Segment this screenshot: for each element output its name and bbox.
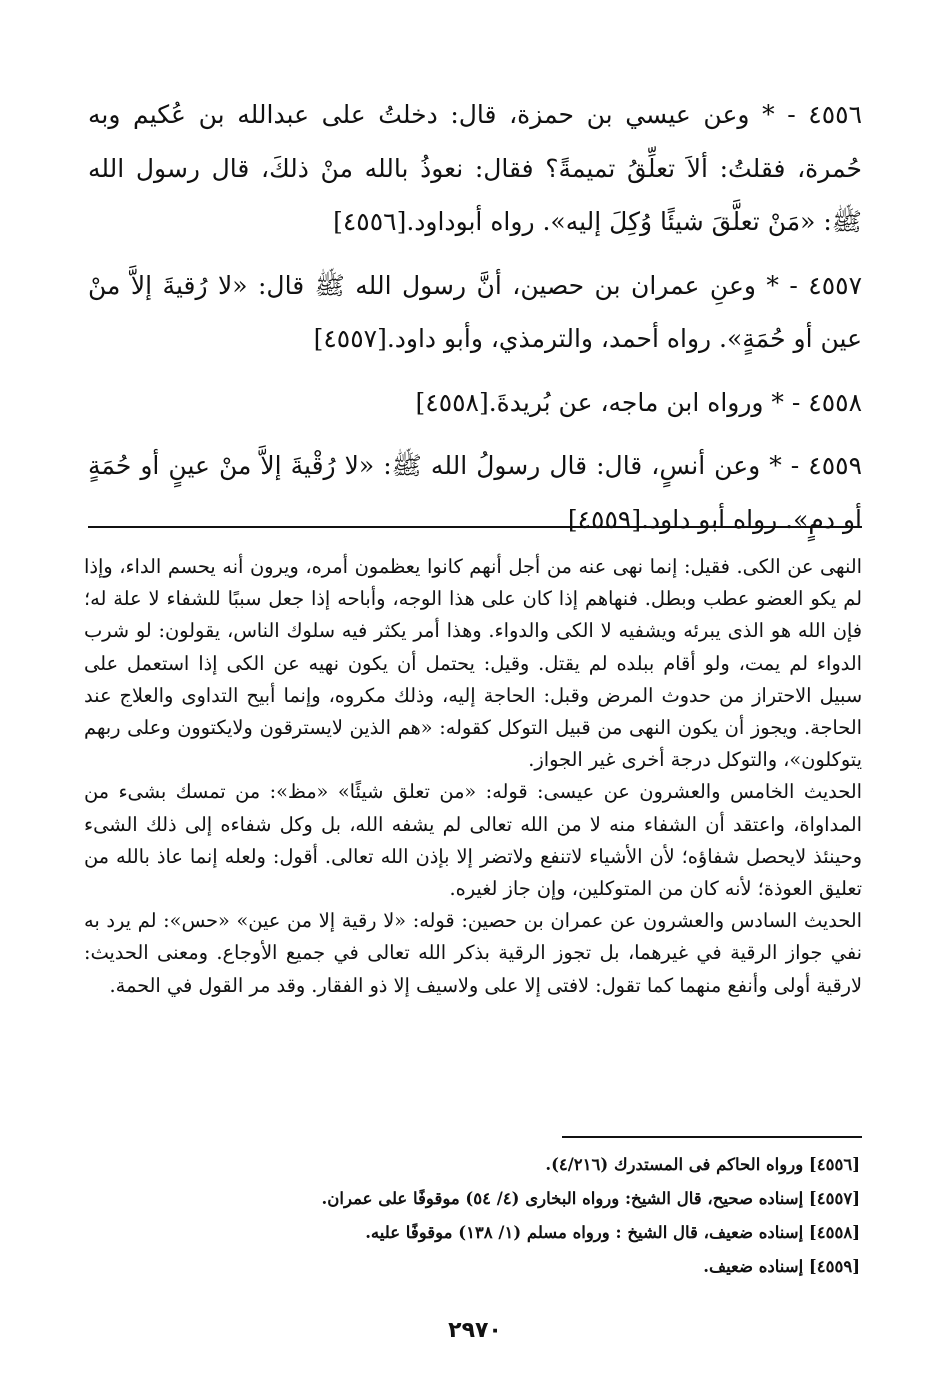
footnote-4559: [٤٥٥٩] إسناده ضعيف. — [703, 1257, 860, 1276]
commentary-paragraph-25: الحديث الخامس والعشرون عن عيسى: قوله: «من تعلق شيئًا» «مظ»: من تمسك بشىء من المداواة، واعتقد أن الشفاء منه لا من الله تعالى لم يشفه الله، بل وكل شفاءه إلى ذلك الشىء وحينئذ لايحصل شفاؤه؛ لأن الأشياء لاتنفع ولاتضر إلا بإذن الله تعالى. أقول: ولعله إنما عاذ بالله من تعليق العوذة؛ لأنه كان من المتوكلين، وإن جاز لغيره. — [84, 780, 862, 901]
hadith-4557: ٤٥٥٧ - * وعنِ عمران بن حصين، أنَّ رسول الله ﷺ قال: «لا رُقيةَ إلاَّ منْ عين أو حُمَةٍ». رواه أحمد، والترمذي، وأبو داود.[٤٥٥٧] — [88, 270, 862, 353]
section-divider — [88, 526, 862, 528]
hadith-section — [88, 88, 862, 556]
hadith-4556: ٤٥٥٦ - * وعن عيسي بن حمزة، قال: دخلتُ على عبدالله بن عُكيم وبه حُمرة، فقلتُ: ألاَ تعلِّقُ تميمةً؟ فقال: نعوذُ بالله منْ ذلكَ، قال رسول الله ﷺ: «مَنْ تعلَّقَ شيئًا وُكِلَ إليه». رواه أبوداود.[٤٥٥٦] — [88, 100, 862, 236]
footnote-4556: [٤٥٥٦] ورواه الحاكم فى المستدرك (٤/٢١٦). — [545, 1155, 860, 1174]
footnotes-section — [240, 1148, 860, 1284]
footnote-4557: [٤٥٥٧] إسناده صحيح، قال الشيخ: ورواه البخارى (٤/ ٥٤) موقوفًا على عمران. — [321, 1189, 860, 1208]
footnote-divider — [562, 1136, 862, 1138]
hadith-4558: ٤٥٥٨ - * ورواه ابن ماجه، عن بُريدةَ.[٤٥٥٨] — [415, 387, 862, 417]
footnote-4558: [٤٥٥٨] إسناده ضعيف، قال الشيخ : ورواه مسلم (١/ ١٣٨) موقوفًا عليه. — [365, 1223, 860, 1242]
page-number: ٢٩٧٠ — [448, 1318, 502, 1343]
hadith-4559: ٤٥٥٩ - * وعن أنسٍ، قال: قال رسولُ الله ﷺ: «لا رُقْيةَ إلاَّ منْ عينٍ أو حُمَةٍ أو دمٍ». رواه أبو داود.[٤٥٥٩] — [88, 451, 862, 534]
commentary-paragraph-kay: النهى عن الكى. فقيل: إنما نهى عنه من أجل أنهم كانوا يعظمون أمره، ويرون أنه يحسم الداء، وإذا لم يكو العضو عطب وبطل. فنهاهم إذا كان على هذا الوجه، وأباحه إذا جعل سببًا للشفاء لا علة له؛ فإن الله هو الذى يبرئه ويشفيه لا الكى والدواء. وهذا أمر يكثر فيه سلوك الناس، يقولون: لو شرب الدواء لم يمت، ولو أقام ببلده لم يقتل. وقيل: يحتمل أن يكون نهيه عن الكى إذا استعمل على سبيل الاحتراز من حدوث المرض وقبل: الحاجة إليه، وذلك مكروه، وإنما أبيح التداوى والعلاج عند الحاجة. ويجوز أن يكون النهى من قبيل التوكل كقوله: «هم الذين لايسترقون ولايكتوون وعلى ربهم يتوكلون»، والتوكل درجة أخرى غير الجواز. — [84, 555, 862, 772]
commentary-paragraph-26: الحديث السادس والعشرون عن عمران بن حصين: قوله: «لا رقية إلا من عين» «حس»: لم يرد به نفي جواز الرقية في غيرهما، بل تجوز الرقية بذكر الله تعالى في جميع الأوجاع. ومعنى الحديث: لارقية أولى وأنفع منهما كما تقول: لافتى إلا على ولاسيف إلا ذو الفقار. وقد مر القول في الحمة. — [84, 909, 862, 997]
commentary-section — [84, 551, 862, 1002]
